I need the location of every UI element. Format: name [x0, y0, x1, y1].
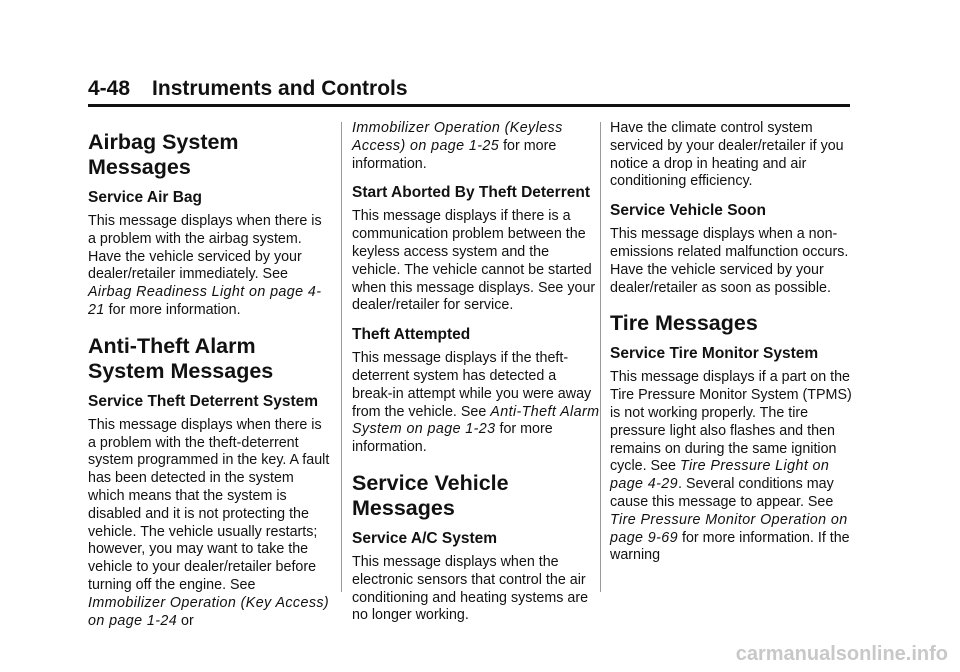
column-divider: [600, 122, 601, 592]
link-immobilizer-key-access[interactable]: Immobilizer Operation (Key Access) on page 1-24: [88, 594, 330, 629]
paragraph-service-ac: This message displays when the electronic sensors that control the air conditioning and heating systems are no longer working.: [352, 553, 589, 624]
section-title: Instruments and Controls: [152, 77, 408, 100]
heading-service-vehicle-soon: Service Vehicle Soon: [610, 202, 766, 220]
page-number: 4-48: [88, 77, 131, 100]
column-3: [610, 120, 860, 565]
paragraph-theft-attempted: This message displays if the theft-deterrent system has detected a break-in attempt while you were away from the vehicle. See Anti-Theft Alarm System on page 1-23 for more information.: [352, 350, 600, 456]
heading-tire-messages: Tire Messages: [610, 311, 758, 336]
heading-airbag-system-messages: Airbag System Messages: [88, 130, 239, 179]
watermark: carmanualsonline.info: [735, 643, 948, 665]
heading-start-aborted-by-theft-deterrent: Start Aborted By Theft Deterrent: [352, 184, 590, 202]
link-tire-pressure-monitor-operation[interactable]: Tire Pressure Monitor Operation on page 9-69: [610, 511, 848, 546]
paragraph-service-air-bag: This message displays when there is a problem with the airbag system. Have the vehicle serviced by your dealer/retailer immediately. See Airbag Readiness Light on page 4-21 for more information.: [88, 213, 322, 318]
paragraph-service-theft-deterrent: This message displays when there is a problem with the theft-deterrent system programmed in the key. A fault has been detected in the system which means that the system is disabled and it is not protecting the vehicle. The vehicle usually restarts; however, you may want to take the vehicle to your dealer/retailer before turning off the engine. See Immobilizer Operation (Key Access) on page 1-24 or: [88, 416, 330, 629]
heading-service-air-bag: Service Air Bag: [88, 189, 203, 206]
paragraph-service-vehicle-soon: This message displays when a non-emissions related malfunction occurs. Have the vehicle serviced by your dealer/retailer as soon as possible.: [610, 226, 849, 296]
heading-service-ac-system: Service A/C System: [352, 529, 498, 547]
link-immobilizer-keyless-access[interactable]: Immobilizer Operation (Keyless Access) on page 1-25: [352, 120, 563, 154]
link-anti-theft-alarm-system[interactable]: Anti-Theft Alarm System on page 1-23: [352, 403, 600, 438]
heading-service-theft-deterrent-system: Service Theft Deterrent System: [88, 392, 319, 410]
column-1: [88, 120, 332, 630]
heading-theft-attempted: Theft Attempted: [352, 326, 471, 344]
paragraph-start-aborted: This message displays if there is a communication problem between the keyless access system and the vehicle. The vehicle cannot be started when this message displays. See your dealer/retailer for service.: [352, 208, 596, 314]
heading-service-vehicle-messages: Service Vehicle Messages: [352, 470, 509, 520]
heading-service-tire-monitor-system: Service Tire Monitor System: [610, 345, 819, 363]
paragraph-ac-continued: Have the climate control system serviced by your dealer/retailer if you notice a drop in heating and air conditioning efficiency.: [610, 120, 844, 190]
column-2: [352, 120, 600, 625]
page-header: [88, 76, 850, 107]
paragraph-service-tire-monitor: This message displays if a part on the Tire Pressure Monitor System (TPMS) is not working properly. The tire pressure light also flashes and then remains on during the same ignition cycle. See Tire Pressure Light on page 4-29. Several conditions may cause this message to appear. See Tire Pressure Monitor Operation on page 9-69 for more information. If the warning: [610, 369, 852, 564]
heading-anti-theft-alarm-system-messages: Anti-Theft Alarm System Messages: [88, 333, 274, 383]
link-tire-pressure-light[interactable]: Tire Pressure Light on page 4-29: [610, 458, 830, 493]
paragraph-continued: Immobilizer Operation (Keyless Access) on page 1-25 for more information.: [352, 120, 563, 172]
column-divider: [341, 122, 342, 592]
link-airbag-readiness-light[interactable]: Airbag Readiness Light on page 4-21: [88, 284, 322, 318]
